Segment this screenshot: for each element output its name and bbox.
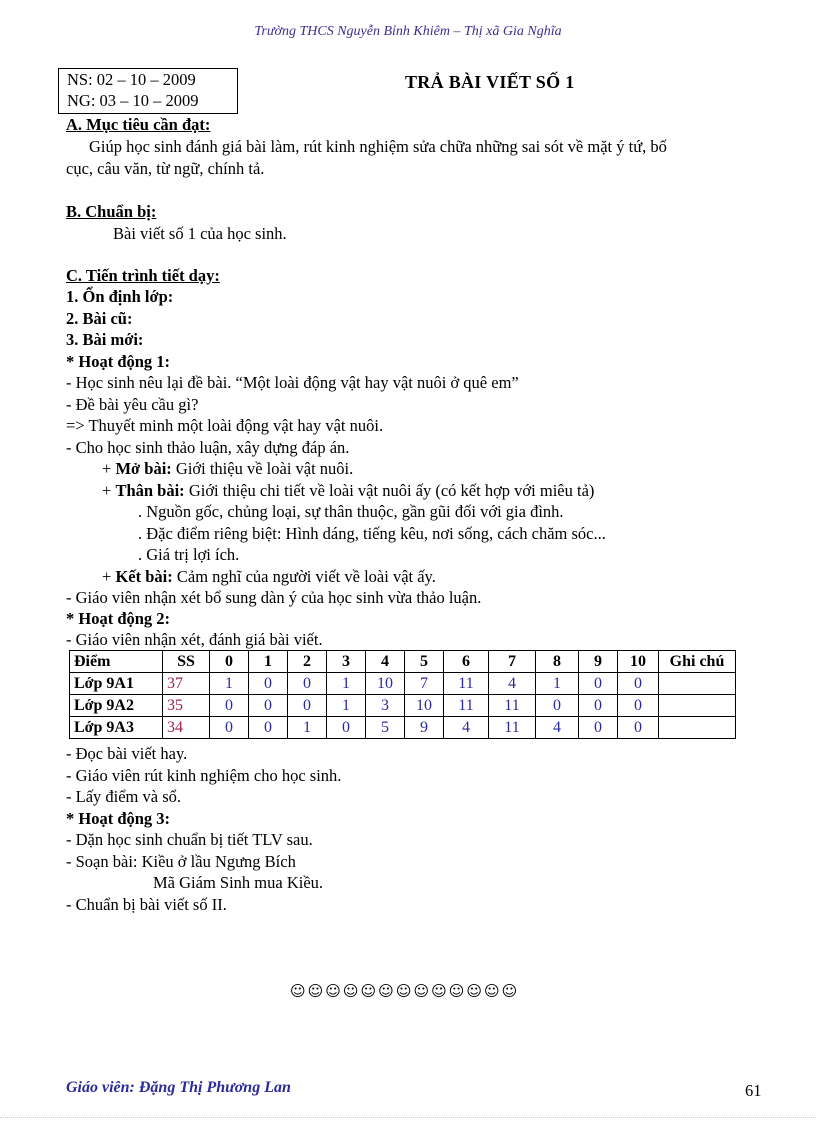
- header-cell: 9: [579, 651, 618, 673]
- header-cell: 6: [444, 651, 489, 673]
- step-2: 2. Bài cũ:: [66, 309, 133, 328]
- activity-2-heading: * Hoạt động 2:: [66, 609, 171, 628]
- activity-2-line4: - Lấy điểm và sổ.: [66, 787, 182, 806]
- score-count: 0: [288, 673, 327, 695]
- outline-mo-bai: + Mở bài: Giới thiệu về loài vật nuôi.: [102, 459, 354, 478]
- class-name: Lớp 9A1: [70, 673, 163, 695]
- section-c-heading: C. Tiến trình tiết dạy:: [66, 266, 220, 285]
- section-a-heading: A. Mục tiêu cần đạt:: [66, 115, 211, 134]
- activity-3-line1: - Dặn học sinh chuẩn bị tiết TLV sau.: [66, 830, 313, 849]
- activity-2-line3: - Giáo viên rút kinh nghiệm cho học sinh.: [66, 766, 342, 785]
- page-title: TRẢ BÀI VIẾT SỐ 1: [405, 72, 575, 92]
- activity-1-heading: * Hoạt động 1:: [66, 352, 171, 371]
- score-count: 0: [249, 717, 288, 739]
- score-count: 0: [618, 695, 659, 717]
- header-cell: Ghi chú: [659, 651, 736, 673]
- score-count: 4: [444, 717, 489, 739]
- note-cell: [659, 717, 736, 739]
- teacher-name: Giáo viên: Đặng Thị Phương Lan: [66, 1079, 291, 1096]
- score-count: 9: [405, 717, 444, 739]
- activity-1-line3: => Thuyết minh một loài động vật hay vật nuôi.: [66, 416, 384, 435]
- table-header-row: [70, 651, 736, 673]
- smiley-divider: ☺☺☺☺☺☺☺☺☺☺☺☺☺: [290, 982, 520, 1000]
- activity-1-line4: - Cho học sinh thảo luận, xây dựng đáp án.: [66, 438, 350, 457]
- note-cell: [659, 695, 736, 717]
- header-cell: 10: [618, 651, 659, 673]
- class-size: 34: [163, 717, 210, 739]
- score-count: 1: [210, 673, 249, 695]
- grades-table: [69, 650, 736, 739]
- section-b-heading: B. Chuẩn bị:: [66, 202, 157, 221]
- header-cell: 5: [405, 651, 444, 673]
- than-bai-item-2: . Đặc điểm riêng biệt: Hình dáng, tiếng kêu, nơi sống, cách chăm sóc...: [138, 524, 606, 543]
- score-count: 0: [579, 695, 618, 717]
- than-bai-item-1: . Nguồn gốc, chủng loại, sự thân thuộc, gần gũi đối với gia đình.: [138, 502, 564, 521]
- bottom-divider: [0, 1117, 816, 1118]
- class-size: 35: [163, 695, 210, 717]
- score-count: 11: [444, 673, 489, 695]
- than-bai-label: Thân bài:: [115, 481, 185, 500]
- score-count: 4: [536, 717, 579, 739]
- activity-3-line2: - Soạn bài: Kiều ở lầu Ngưng Bích: [66, 852, 296, 871]
- score-count: 0: [327, 717, 366, 739]
- score-count: 1: [327, 695, 366, 717]
- header-cell: 1: [249, 651, 288, 673]
- score-count: 0: [579, 717, 618, 739]
- activity-2-line1: - Giáo viên nhận xét, đánh giá bài viết.: [66, 630, 323, 649]
- outline-ket-bai: + Kết bài: Cảm nghĩ của người viết về loài vật ấy.: [102, 567, 436, 586]
- score-count: 11: [489, 717, 536, 739]
- header-cell: 7: [489, 651, 536, 673]
- table-row: [70, 717, 736, 739]
- table-row: [70, 673, 736, 695]
- ns-date: NS: 02 – 10 – 2009: [67, 70, 196, 89]
- activity-1-line1: - Học sinh nêu lại đề bài. “Một loài động vật hay vật nuôi ở quê em”: [66, 373, 519, 392]
- class-size: 37: [163, 673, 210, 695]
- score-count: 5: [366, 717, 405, 739]
- activity-3-line4: - Chuẩn bị bài viết số II.: [66, 895, 227, 914]
- score-count: 1: [327, 673, 366, 695]
- score-count: 0: [249, 695, 288, 717]
- header-cell: 3: [327, 651, 366, 673]
- ng-date: NG: 03 – 10 – 2009: [67, 91, 199, 110]
- than-bai-text: Giới thiệu chi tiết về loài vật nuôi ấy (có kết hợp với miêu tả): [184, 481, 595, 500]
- activity-3-heading: * Hoạt động 3:: [66, 809, 171, 828]
- outline-than-bai: + Thân bài: Giới thiệu chi tiết về loài vật nuôi ấy (có kết hợp với miêu tả): [102, 481, 595, 500]
- score-count: 0: [618, 717, 659, 739]
- mo-bai-label: Mở bài:: [115, 459, 172, 478]
- header-cell: 0: [210, 651, 249, 673]
- score-count: 10: [366, 673, 405, 695]
- score-count: 1: [288, 717, 327, 739]
- score-count: 0: [210, 717, 249, 739]
- page-number: 61: [745, 1081, 762, 1100]
- section-a-line2: cục, câu văn, từ ngữ, chính tả.: [66, 159, 265, 178]
- header-cell: 2: [288, 651, 327, 673]
- section-b-line1: Bài viết số 1 của học sinh.: [113, 224, 287, 243]
- score-count: 11: [489, 695, 536, 717]
- score-count: 1: [536, 673, 579, 695]
- score-count: 0: [210, 695, 249, 717]
- score-count: 7: [405, 673, 444, 695]
- header-cell: Điểm: [70, 651, 163, 673]
- class-name: Lớp 9A2: [70, 695, 163, 717]
- ket-bai-label: Kết bài:: [115, 567, 173, 586]
- ket-bai-text: Cảm nghĩ của người viết về loài vật ấy.: [172, 567, 436, 586]
- score-count: 0: [579, 673, 618, 695]
- table-row: [70, 695, 736, 717]
- activity-2-line2: - Đọc bài viết hay.: [66, 744, 188, 763]
- header-cell: SS: [163, 651, 210, 673]
- section-a-line1: Giúp học sinh đánh giá bài làm, rút kinh nghiệm sửa chữa những sai sót về mặt ý tứ, bố: [89, 137, 667, 156]
- score-count: 0: [536, 695, 579, 717]
- header-cell: 8: [536, 651, 579, 673]
- score-count: 11: [444, 695, 489, 717]
- mo-bai-text: Giới thiệu về loài vật nuôi.: [171, 459, 354, 478]
- activity-3-line3: Mã Giám Sinh mua Kiều.: [153, 873, 324, 892]
- score-count: 0: [249, 673, 288, 695]
- activity-1-line5: - Giáo viên nhận xét bổ sung dàn ý của học sinh vừa thảo luận.: [66, 588, 482, 607]
- step-1: 1. Ổn định lớp:: [66, 287, 174, 306]
- activity-1-line2: - Đề bài yêu cầu gì?: [66, 395, 199, 414]
- score-count: 0: [618, 673, 659, 695]
- class-name: Lớp 9A3: [70, 717, 163, 739]
- note-cell: [659, 673, 736, 695]
- than-bai-item-3: . Giá trị lợi ích.: [138, 545, 240, 564]
- score-count: 3: [366, 695, 405, 717]
- score-count: 4: [489, 673, 536, 695]
- page-header: Trường THCS Nguyễn Bỉnh Khiêm – Thị xã Gia Nghĩa: [254, 24, 562, 39]
- header-cell: 4: [366, 651, 405, 673]
- date-box: [58, 68, 238, 114]
- score-count: 10: [405, 695, 444, 717]
- step-3: 3. Bài mới:: [66, 330, 144, 349]
- score-count: 0: [288, 695, 327, 717]
